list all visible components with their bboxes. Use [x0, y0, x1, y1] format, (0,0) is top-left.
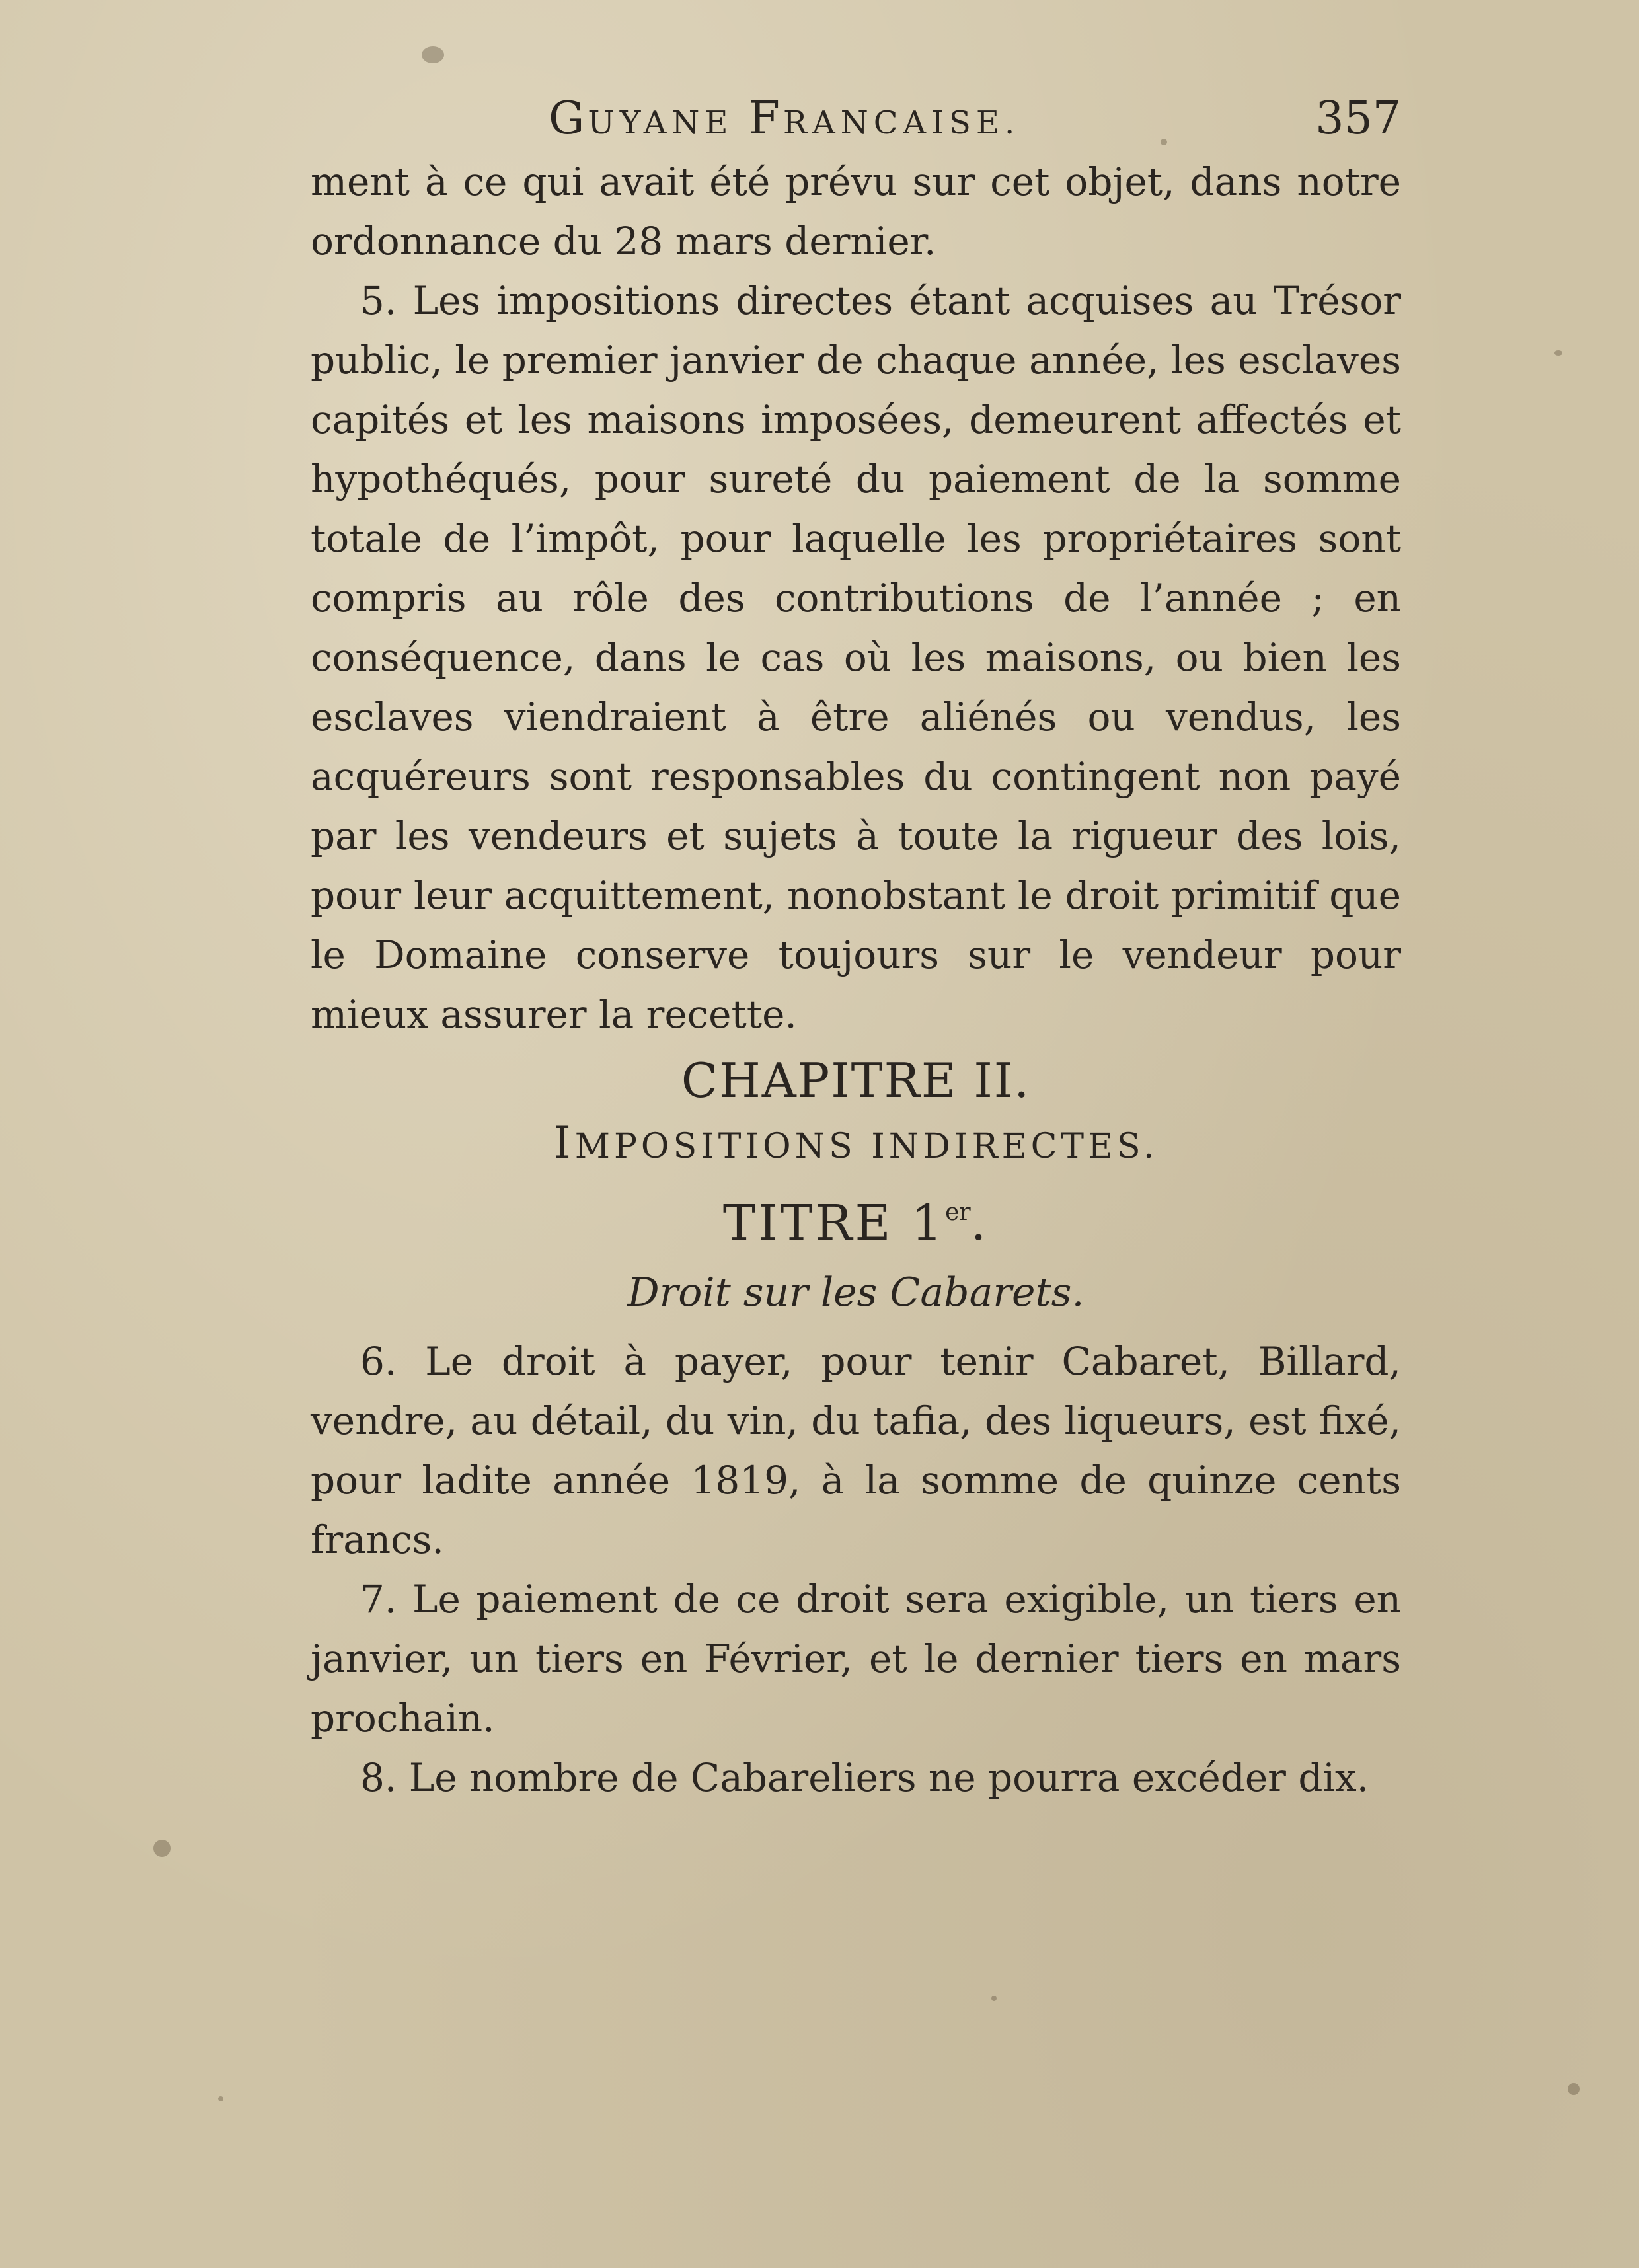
page-number: 357 — [1315, 93, 1401, 145]
paper-stain — [422, 46, 444, 63]
section-heading: IMPOSITIONS INDIRECTES. — [553, 1117, 1159, 1168]
paragraph-article-8: 8. Le nombre de Cabareliers ne pourra excéder dix. — [360, 1755, 1369, 1800]
paper-speck — [1554, 350, 1562, 356]
paper-speck — [218, 2096, 223, 2101]
paragraph-article-7: 7. Le paiement de ce droit sera exigible, un tiers en janvier, un tiers en Février, et le dernier tiers en mars prochain. — [311, 1577, 1401, 1741]
titre-subtitle: Droit sur les Cabarets. — [627, 1269, 1085, 1316]
text-block — [311, 86, 1401, 1807]
paper-speck — [991, 1996, 997, 2001]
running-head — [311, 86, 1401, 152]
titre-heading: TITRE 1er. — [722, 1195, 989, 1252]
paragraph-continuation: ment à ce qui avait été prévu sur cet objet, dans notre ordonnance du 28 mars dernier. — [311, 159, 1401, 264]
running-title: GUYANE FRANCAISE. — [549, 93, 1020, 145]
paragraph-article-6: 6. Le droit à payer, pour tenir Cabaret, Billard, vendre, au détail, du vin, du tafia, des liqueurs, est fixé, pour ladite année 1819, à la somme de quinze cents francs. — [311, 1339, 1401, 1562]
paper-stain — [153, 1840, 171, 1857]
paragraph-article-5: 5. Les impositions directes étant acquises au Trésor public, le premier janvier de chaque année, les esclaves capités et les maisons imposées, demeurent affectés et hypothéqués, pour sureté du paiement de la somme totale de l’impôt, pour laquelle les propriétaires sont compris au rôle des contributions de l’année ; en conséquence, dans le cas où les maisons, ou bien les esclaves viendraient à être aliénés ou vendus, les acquéreurs sont responsables du contingent non payé par les vendeurs et sujets à toute la rigueur des lois, pour leur acquittement, nonobstant le droit primitif que le Domaine conserve toujours sur le vendeur pour mieux assurer la recette. — [311, 278, 1401, 1037]
paper-speck — [1568, 2083, 1580, 2095]
chapter-heading: CHAPITRE II. — [681, 1053, 1031, 1108]
